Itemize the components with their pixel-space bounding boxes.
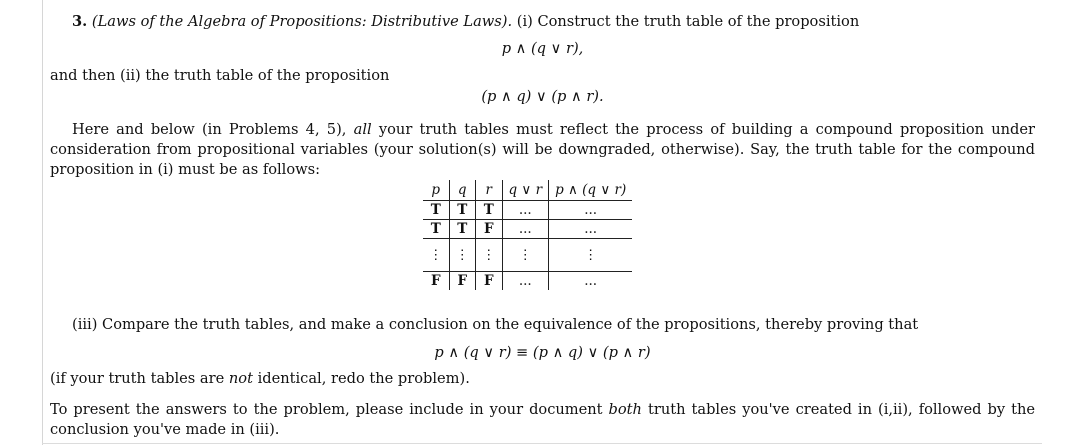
- table-cell: F: [423, 272, 449, 291]
- table-cell: ...: [584, 273, 598, 289]
- table-cell: ⋮: [423, 239, 449, 272]
- formula-1: p ∧ (q ∨ r),: [501, 40, 584, 57]
- table-cell: ...: [549, 201, 633, 220]
- table-cell: ...: [502, 201, 549, 220]
- part-iii-note: [50, 370, 470, 388]
- presentation-text-a: To present the answers to the problem, please include in your document: [50, 401, 603, 418]
- presentation-line-2: conclusion you've made in (iii).: [50, 421, 280, 438]
- instructions-emphasis: all: [353, 121, 372, 138]
- table-cell: ⋮: [549, 239, 633, 272]
- table-row: [423, 201, 632, 220]
- header-p-and-q-or-r: p ∧ (q ∨ r): [549, 180, 633, 201]
- table-cell: ...: [502, 220, 549, 239]
- presentation-line-1: [50, 401, 1035, 419]
- table-cell: ⋮: [502, 239, 549, 272]
- part-ii-text: and then (ii) the truth table of the proposition: [50, 67, 390, 84]
- instructions-text-a: Here and below (in Problems 4, 5),: [72, 121, 347, 138]
- table-cell: ⋮: [476, 239, 503, 272]
- problem-heading: [72, 13, 859, 31]
- instructions-line-3: proposition in (i) must be as follows:: [50, 161, 321, 178]
- equivalence-formula: p ∧ (q ∨ r) ≡ (p ∧ q) ∨ (p ∧ r): [434, 344, 651, 361]
- formula-2: (p ∧ q) ∨ (p ∧ r).: [481, 88, 604, 105]
- bottom-rule: [42, 443, 1042, 444]
- truth-table-header-row: [423, 180, 632, 201]
- table-cell: T: [449, 220, 476, 239]
- presentation-text-b: truth tables you've created in (i,ii), followed by the: [647, 401, 1036, 418]
- table-cell: T: [476, 201, 503, 220]
- table-cell: F: [449, 272, 476, 291]
- table-cell: ⋮: [449, 239, 476, 272]
- table-cell: F: [476, 272, 503, 291]
- note-text-b: identical, redo the problem).: [257, 370, 470, 387]
- instructions-text-b: your truth tables must reflect the process of building a compound proposition under: [378, 121, 1036, 138]
- table-row: [423, 272, 632, 291]
- truth-table: [423, 180, 632, 290]
- table-cell: ...: [502, 272, 549, 291]
- margin-rule: [42, 0, 43, 445]
- header-q-or-r: q ∨ r: [502, 180, 549, 201]
- instructions-line-1: [72, 121, 1035, 139]
- instructions-line-2: consideration from propositional variables (your solution(s) will be downgraded, otherwise). Say, the truth table for the compound: [50, 141, 1035, 158]
- problem-title: (Laws of the Algebra of Propositions: Distributive Laws).: [91, 13, 513, 30]
- part-iii-text: (iii) Compare the truth tables, and make a conclusion on the equivalence of the propositions, thereby proving that: [72, 316, 919, 333]
- table-cell: T: [423, 201, 449, 220]
- table-cell: T: [423, 220, 449, 239]
- table-row: [423, 220, 632, 239]
- header-p: p: [423, 180, 449, 201]
- table-cell: F: [476, 220, 503, 239]
- header-r: r: [476, 180, 503, 201]
- note-text-a: (if your truth tables are: [50, 370, 225, 387]
- table-cell: ...: [549, 220, 633, 239]
- part-i-text: (i) Construct the truth table of the proposition: [516, 13, 860, 30]
- table-cell: T: [449, 201, 476, 220]
- presentation-emphasis: both: [608, 401, 642, 418]
- problem-number: 3.: [72, 13, 88, 30]
- header-q: q: [449, 180, 476, 201]
- table-row: [423, 239, 632, 272]
- note-emphasis: not: [228, 370, 253, 387]
